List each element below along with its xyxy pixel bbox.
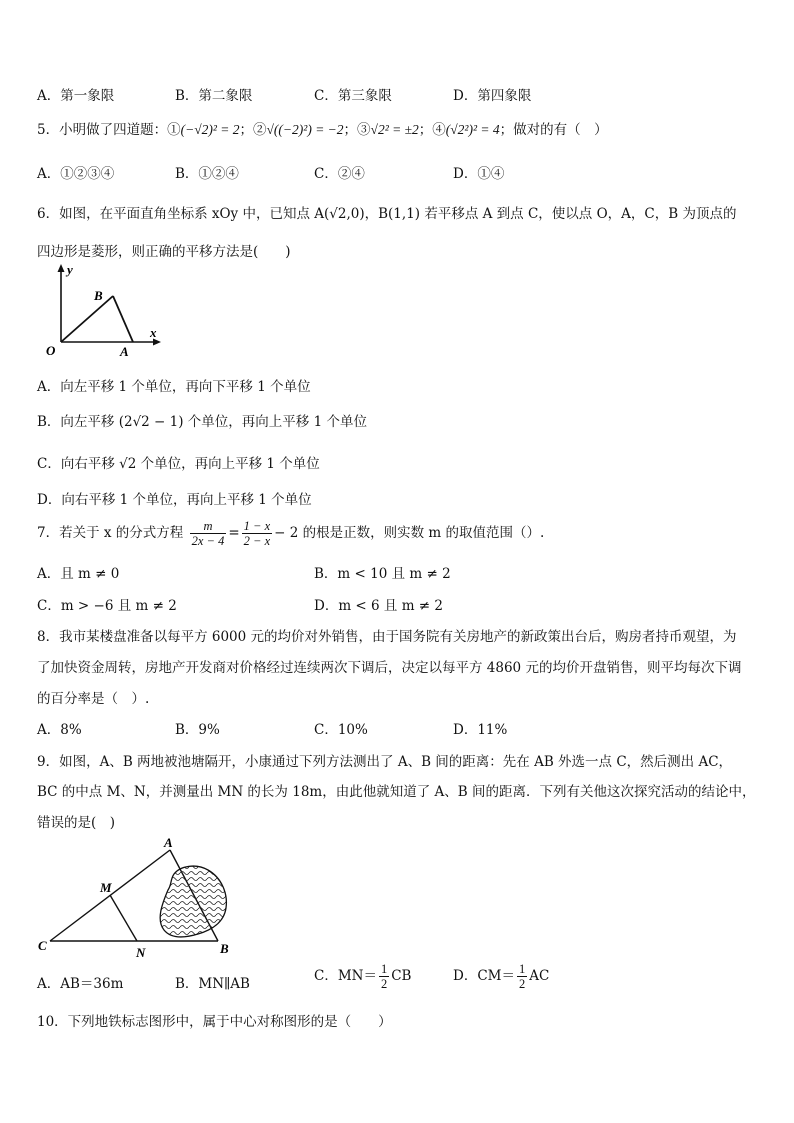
q5-sep2: ；③: [343, 122, 371, 138]
q6-label-a: A: [120, 344, 129, 359]
q4-option-d: D．第四象限: [453, 88, 532, 104]
q8-stem-line1: 8．我市某楼盘准备以每平方 6000 元的均价对外销售，由于国务院有关房地产的新政策出台后，购房者持币观望，为: [37, 629, 737, 645]
q10-stem: 10．下列地铁标志图形中，属于中心对称图形的是（ ）: [37, 1014, 392, 1030]
q5-expr2: √((−2)²) = −2: [266, 122, 344, 137]
q9-stem-line1: 9．如图，A、B 两地被池塘隔开，小康通过下列方法测出了 A、B 间的距离：先在 AB 外选一点 C，然后测出 AC，: [37, 754, 733, 770]
q5-option-b: B．①②④: [175, 166, 239, 182]
q5-option-d: D．①④: [453, 166, 505, 182]
q9-option-c-fraction: [379, 962, 389, 991]
q9-option-c-prefix: C．MN＝: [314, 968, 377, 984]
q8-stem-line2: 了加快资金周转，房地产开发商对价格经过连续两次下调后，决定以每平方 4860 元的均价开盘销售，则平均每次下调: [37, 660, 742, 676]
q9-stem-line3: 错误的是( ): [37, 815, 116, 831]
q5-sep1: ；②: [239, 122, 267, 138]
q9-label-a: A: [164, 835, 173, 850]
q9-option-d-fraction: [517, 962, 527, 991]
q5-option-a: A．①②③④: [37, 166, 115, 182]
q5-expr3: √2² = ±2: [370, 122, 419, 137]
q6-option-d: D．向右平移 1 个单位，再向上平移 1 个单位: [37, 492, 312, 508]
q9-label-b: B: [220, 941, 229, 956]
q5-suffix: ；做对的有（ ）: [499, 122, 608, 138]
q9-option-c: [314, 962, 411, 991]
q7-frac1-num: m: [190, 519, 227, 534]
q5-option-c: C．②④: [314, 166, 365, 182]
q9-pond-figure: [36, 834, 246, 960]
q7-frac2-num: 1 − x: [243, 519, 271, 533]
q5-sep3: ；④: [418, 122, 446, 138]
q9-option-d-prefix: D．CM＝: [453, 968, 515, 984]
q9-option-d: [453, 962, 549, 991]
q7-suffix: 的根是正数，则实数 m 的取值范围（）.: [302, 525, 545, 541]
q9-option-c-suffix: CB: [391, 968, 412, 984]
q8-option-c: C．10%: [314, 722, 368, 738]
q9-option-d-suffix: AC: [529, 968, 550, 984]
q9-d-frac-num: 1: [518, 962, 526, 976]
q9-label-n: N: [136, 945, 146, 960]
q4-option-c: C．第三象限: [314, 88, 392, 104]
q9-c-frac-den: 2: [380, 977, 388, 991]
q4-option-b: B．第二象限: [175, 88, 253, 104]
q6-label-b: B: [94, 288, 103, 303]
q6-label-o: O: [46, 343, 56, 358]
q9-label-c: C: [38, 938, 47, 953]
q5-expr4: (√2²)² = 4: [445, 122, 500, 137]
q9-label-m: M: [100, 880, 112, 895]
q7-option-c: C．m > −6 且 m ≠ 2: [37, 598, 177, 614]
q8-option-a: A．8%: [37, 722, 82, 738]
q5-prefix: 5．小明做了四道题：①: [37, 122, 181, 138]
q7-prefix: 7．若关于 x 的分式方程: [37, 525, 184, 541]
q7-option-b: B．m < 10 且 m ≠ 2: [314, 566, 451, 582]
q8-option-b: B．9%: [175, 722, 220, 738]
q9-stem-line2: BC 的中点 M、N，并测量出 MN 的长为 18m，由此他就知道了 A、B 间的距离．下列有关他这次探究活动的结论中，: [37, 784, 756, 800]
q5-expr1: (−√2)² = 2: [180, 122, 240, 137]
q7-frac2-den: 2 − x: [243, 534, 271, 548]
q7-stem: [37, 519, 544, 548]
q9-option-b: B．MN∥AB: [175, 976, 250, 992]
q6-option-b: B．向左平移 (2√2 − 1) 个单位，再向上平移 1 个单位: [37, 414, 367, 430]
q7-equals: =: [228, 525, 240, 541]
q9-c-frac-num: 1: [380, 962, 388, 976]
q4-option-a: A．第一象限: [37, 88, 115, 104]
q6-stem-line1: 6．如图，在平面直角坐标系 xOy 中，已知点 A(√2,0)，B(1,1) 若平移点 A 到点 C，使以点 O，A，C，B 为顶点的: [37, 206, 737, 222]
q6-coordinate-figure: [33, 262, 168, 362]
q7-minus-two: − 2: [274, 525, 299, 541]
q9-d-frac-den: 2: [518, 977, 526, 991]
q6-option-c: C．向右平移 √2 个单位，再向上平移 1 个单位: [37, 456, 320, 472]
q6-label-x: x: [150, 325, 157, 340]
q8-stem-line3: 的百分率是（ ）.: [37, 691, 150, 707]
q6-stem-line2: 四边形是菱形，则正确的平移方法是( ): [37, 244, 291, 260]
q8-option-d: D．11%: [453, 722, 508, 738]
q7-option-a: A．且 m ≠ 0: [37, 566, 120, 582]
q7-fraction-2: [242, 519, 272, 548]
q5-stem: [37, 118, 608, 138]
q7-fraction-1: [190, 519, 227, 548]
q7-frac1-den: 2x − 4: [191, 534, 225, 548]
q9-option-a: A．AB＝36m: [37, 976, 124, 992]
q6-label-y: y: [67, 262, 73, 277]
q6-option-a: A．向左平移 1 个单位，再向下平移 1 个单位: [37, 379, 311, 395]
q7-option-d: D．m < 6 且 m ≠ 2: [314, 598, 443, 614]
